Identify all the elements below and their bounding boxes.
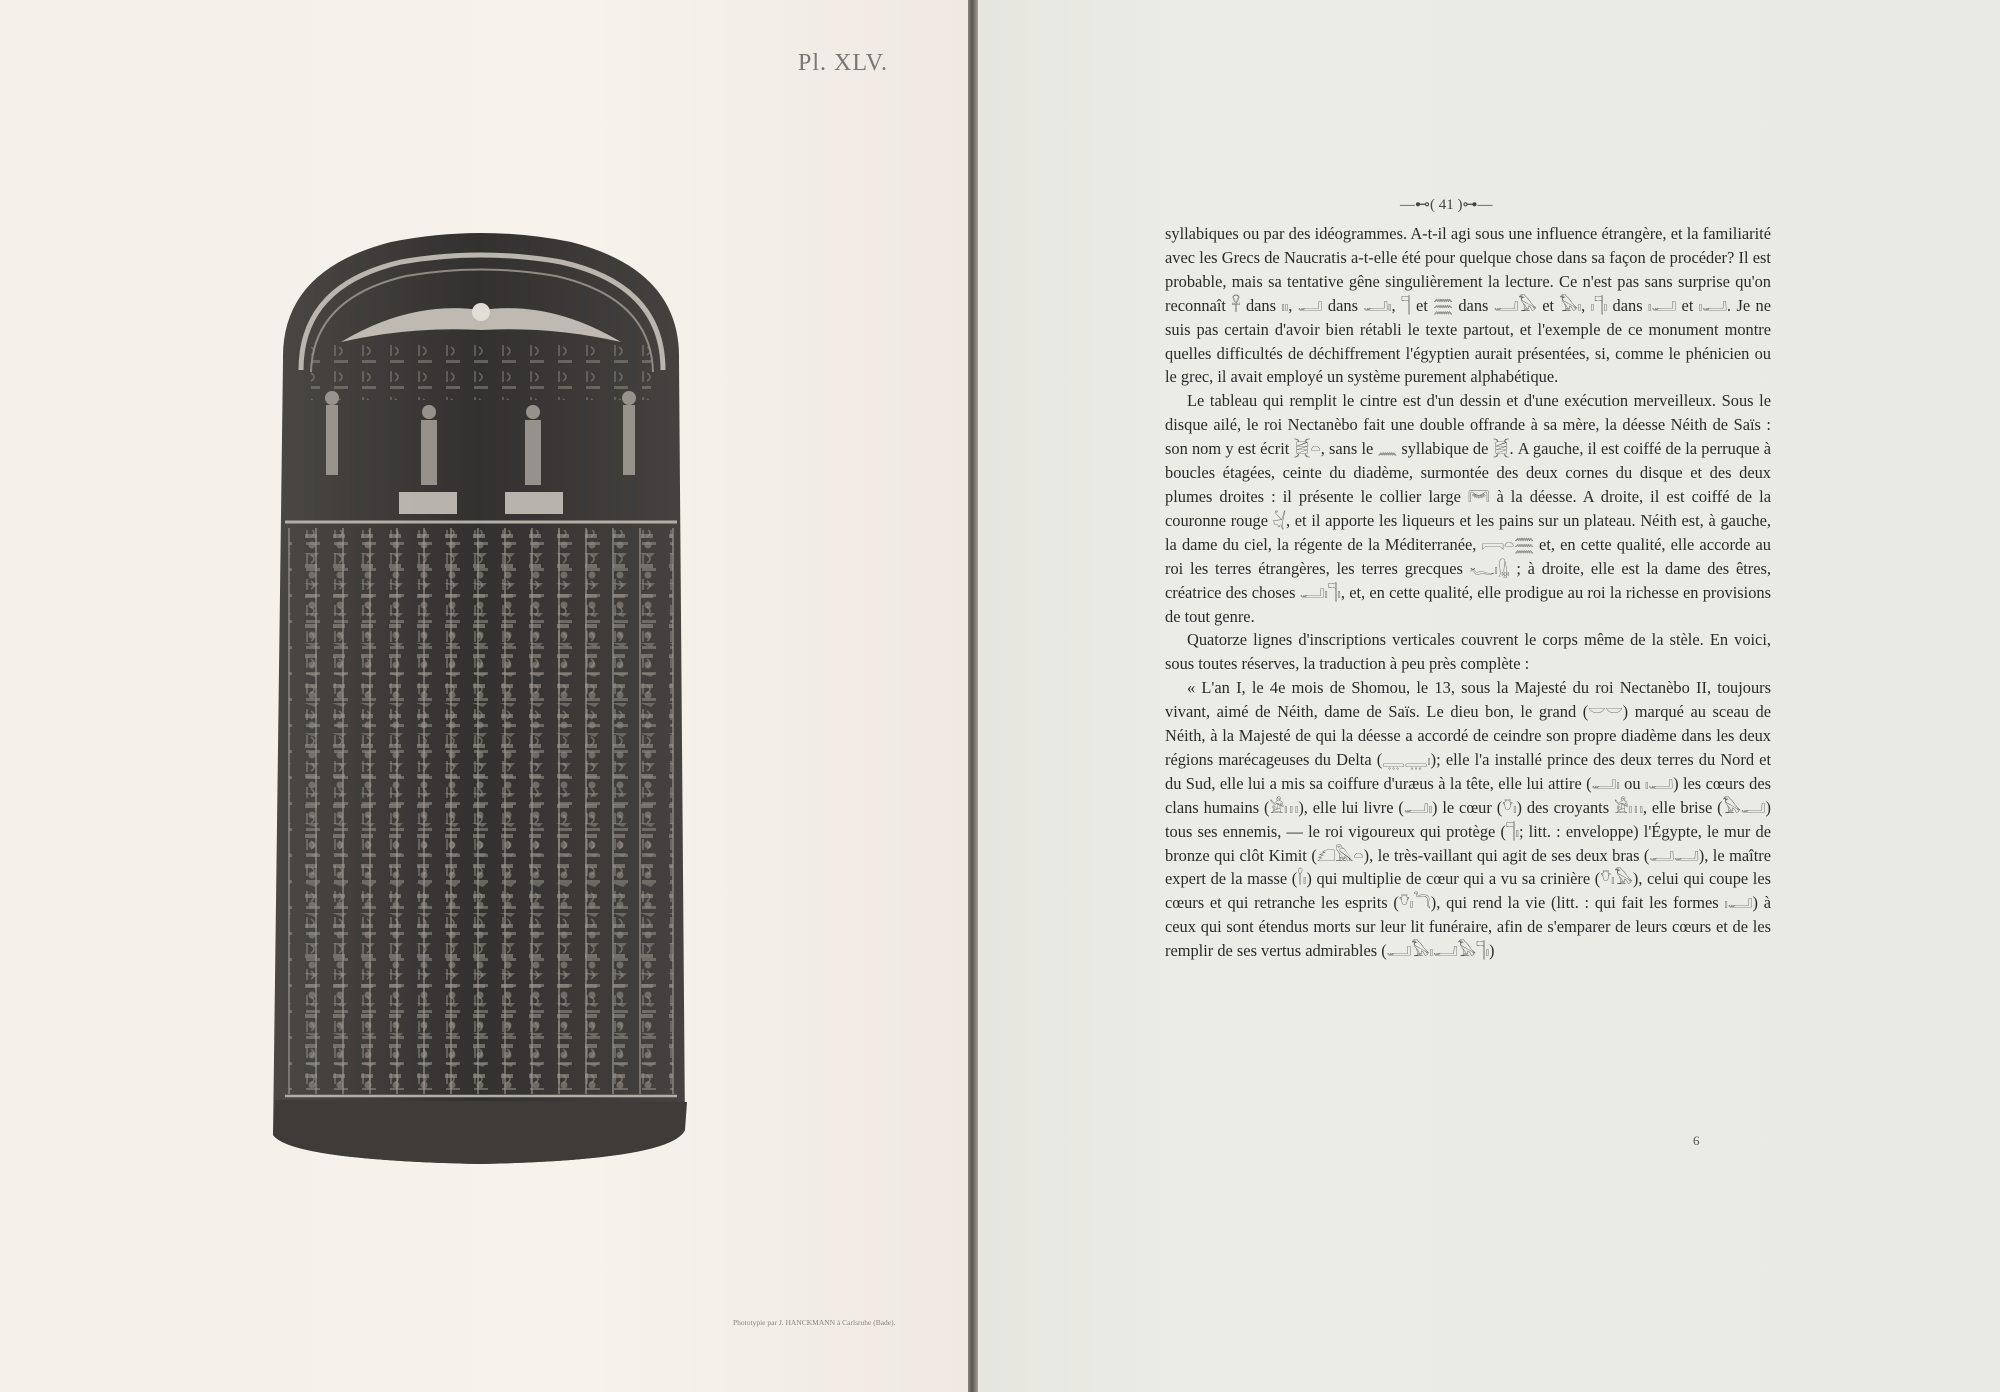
- plate-number: Pl. XLV.: [798, 50, 889, 76]
- paragraph: Quatorze lignes d'inscriptions verticales couvrent le corps même de la stèle. En voici, sous toutes réserves, la traduction à peu près complète :: [1165, 630, 1771, 674]
- paragraph: « L'an I, le 4e mois de Shomou, le 13, sous la Majesté du roi Nectanèbo II, toujours vivant, aimé de Néith, dame de Saïs. Le dieu bon, le grand (𓎟𓎟) marqué au sceau de Néith, à la Majesté de qui la déesse a accordé de ceindre son propre diadème dans les deux régions marécageuses du Delta (𓇾𓇾𓏤); elle l'a installé prince des deux terres du Nord et du Sud, elle lui a mis sa coiffure d'uræus à la tête, elle lui attire (𓂝𓏤 ou 𓏤𓂝) les cœurs des clans humains (𓀀𓏥), elle lui livre (𓂝𓏤) le cœur (𓄣𓏤) des croyants 𓀀𓏥, elle brise (𓅃𓂝) tous ses ennemis, — le roi vigoureux qui protège (𓊹𓏤; litt. : enveloppe) l'Égypte, le mur de bronze qui clôt Kimit (𓆎𓅓𓏏), le très-vaillant qui agit de ses deux bras (𓂝𓂝), le maître expert de la masse (𓌉𓏤) qui multiplie de cœur qui a vu sa crinière (𓄣𓏤𓅃), celui qui coupe les cœurs et qui retranche les esprits (𓄣𓏤𓆓), qui rend la vie (litt. : qui fait les formes 𓏤𓂝) à ceux qui sont étendus morts sur leur lit funéraire, afin de s'emparer de leurs cœurs et de les remplir de ses vertus admirables (𓂝𓅃𓏤𓂝𓅃𓊹𓏤): [1165, 678, 1771, 961]
- paragraph: syllabiques ou par des idéogrammes. A-t-il agi sous une influence étrangère, et la familiarité avec les Grecs de Naucratis a-t-elle été pour quelque chose dans sa façon de procéder? Il est probable, mais sa tentative gêne singulièrement la lecture. Ce n'est pas sans surprise qu'on reconnaît 𓋹 dans 𓏤𓏤, 𓂝 dans 𓂝𓏤, 𓊹 et 𓈗 dans 𓂝𓅃 et 𓅃𓏤, 𓏤𓊹𓏤 dans 𓏤𓂝 et 𓏤𓂝. Je ne suis pas certain d'avoir bien rétabli le texte partout, et l'exemple de ce monument montre quelles difficultés de déchiffrement l'égyptien aurait présentées, si, comme le phénicien ou le grec, il avait employé un système purement alphabétique.: [1165, 224, 1771, 387]
- page-number: 6: [1693, 1133, 1700, 1148]
- book-gutter: [968, 0, 978, 1392]
- stela-image: [271, 230, 691, 1166]
- paragraph: Le tableau qui remplit le cintre est d'un dessin et d'une exécution merveilleux. Sous le disque ailé, le roi Nectanèbo fait une double offrande à sa mère, la déesse Néith de Saïs : son nom y est écrit 𓋌𓏏, sans le 𓈖 syllabique de 𓋌. A gauche, il est coiffé de la perruque à boucles étagées, ceinte du diadème, surmontée des deux cornes du disque et des deux plumes droites : il présente le collier large 𓋞 à la déesse. A droite, il est coiffé de la couronne rouge 𓋔, et il apporte les liqueurs et les pains sur un plateau. Néith est, à gauche, la dame du ciel, la régente de la Méditerranée, 𓇯𓏏𓈗 et, en cette qualité, elle accorde au roi les terres étrangères, les terres grecques 𓆑𓏤𓊮 ; à droite, elle est la dame des êtres, créatrice des choses 𓂝𓏤𓊹𓏤, et, en cette qualité, elle prodigue au roi la richesse en provisions de tout genre.: [1165, 391, 1771, 626]
- stela-photograph: [271, 230, 691, 1166]
- left-page: [0, 0, 968, 1392]
- body-text: [1165, 222, 1771, 963]
- folio-header: —⊷( 41 )⊶—: [1400, 197, 1493, 213]
- printer-credit: Phototypie par J. HANCKMANN à Carlsruhe (Bade).: [733, 1318, 896, 1327]
